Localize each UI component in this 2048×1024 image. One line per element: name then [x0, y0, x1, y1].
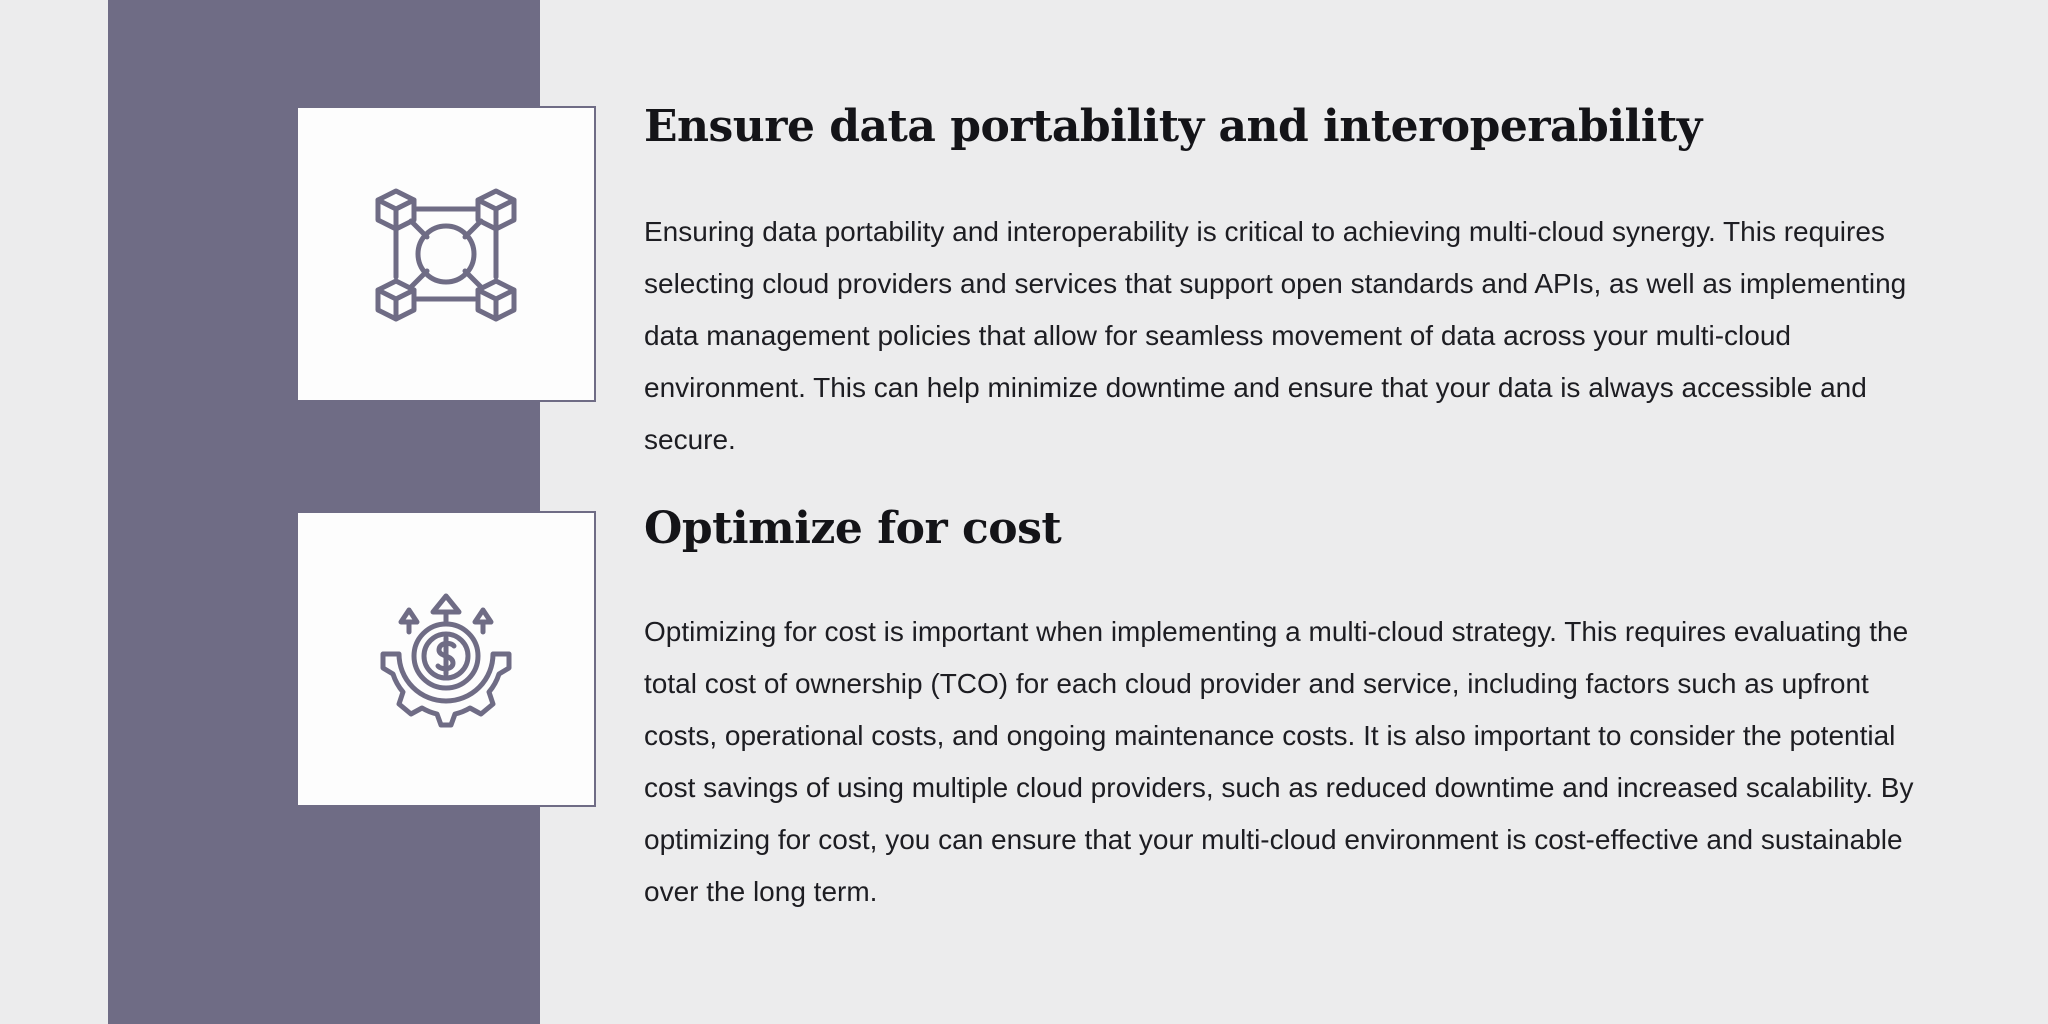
icon-card-cost [296, 511, 596, 807]
cost-gear-dollar-icon [371, 584, 521, 734]
section-body: Ensuring data portability and interoperability is critical to achieving multi-cloud synergy. This requires selecting cloud providers and services that support open standards and APIs, as well as implementing data management policies that allow for seamless movement of data across your multi-cloud environment. This can help minimize downtime and ensure that your data is always accessible and secure. [644, 216, 1907, 455]
section-cost [644, 498, 1934, 918]
section-body: Optimizing for cost is important when implementing a multi-cloud strategy. This requires evaluating the total cost of ownership (TCO) for each cloud provider and service, including factors such as upfront costs, operational costs, and ongoing maintenance costs. It is also important to consider the potential cost savings of using multiple cloud providers, such as reduced downtime and increased scalability. By optimizing for cost, you can ensure that your multi-cloud environment is cost-effective and sustainable over the long term. [644, 616, 1914, 907]
network-cubes-icon [371, 179, 521, 329]
section-heading: Ensure data portability and interoperability [644, 101, 1702, 152]
icon-card-portability [296, 106, 596, 402]
section-portability [644, 96, 1934, 466]
section-heading: Optimize for cost [644, 503, 1062, 554]
